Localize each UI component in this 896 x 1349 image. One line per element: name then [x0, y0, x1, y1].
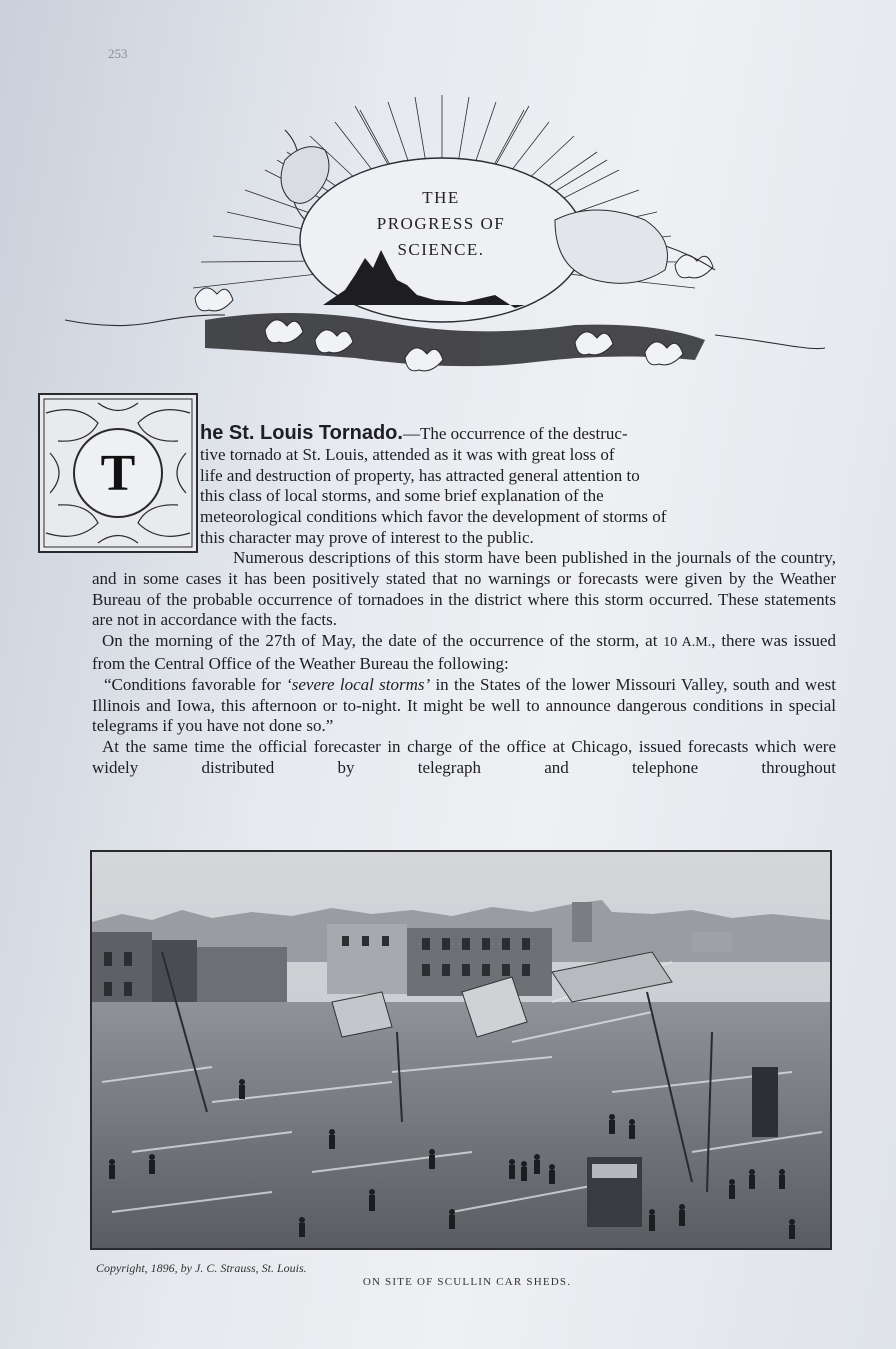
- photo-caption: ON SITE OF SCULLIN CAR SHEDS.: [362, 1276, 572, 1288]
- paragraph: Numerous descriptions of this storm have been published in the journals of the country, and in some cases it has been positively stated that no warnings or forecasts were given by the Weather Bureau of the probable occurrence of tornadoes in the district where this storm occurred. These statements are not in accordance with the facts.: [92, 548, 836, 630]
- italic-phrase: ‘severe local storms’: [286, 674, 431, 694]
- article-body: [92, 548, 836, 779]
- paragraph: On the morning of the 27th of May, the date of the occurrence of the storm, at 10 A.M., there was issued from the Central Office of the Weather Bureau the following:: [92, 631, 836, 673]
- photo-credit: Copyright, 1896, by J. C. Strauss, St. Louis.: [96, 1261, 307, 1275]
- intro-line: tive tornado at St. Louis, attended as it was with great loss of: [200, 444, 615, 464]
- time-text: 10 A.M.: [663, 635, 712, 651]
- header-title-line: PROGRESS OF: [376, 214, 506, 233]
- paragraph: At the same time the official forecaster in charge of the office at Chicago, issued forecasts which were widely distributed by telegraph and telephone throughout: [92, 737, 836, 777]
- article-heading: he St. Louis Tornado.: [200, 422, 403, 444]
- quote-paragraph: “Conditions favorable for ‘severe local storms’ in the States of the lower Missouri Valley, south and west Illinois and Iowa, this afternoon or to-night. It might be well to announce dangerous conditions in special telegrams if you have not done so.”: [92, 674, 836, 736]
- header-title-line: SCIENCE.: [397, 240, 485, 259]
- drop-cap-ornament: [38, 393, 198, 553]
- article-intro: [200, 423, 836, 549]
- header-title-line: THE: [422, 188, 460, 207]
- figure-left: [281, 147, 329, 204]
- photo-illustration: [92, 852, 830, 1248]
- header-title: [330, 185, 552, 263]
- drop-cap-letter: T: [100, 444, 136, 502]
- intro-line: life and destruction of property, has attracted general attention to: [200, 465, 640, 485]
- intro-line: —The occurrence of the destruc-: [402, 424, 628, 443]
- intro-line: this character may prove of interest to the public.: [200, 527, 534, 547]
- page-number: 253: [108, 46, 128, 61]
- intro-line: meteorological conditions which favor the development of storms of: [200, 507, 667, 527]
- intro-line: this class of local storms, and some brief explanation of the: [200, 486, 604, 506]
- tornado-photograph: [90, 850, 832, 1250]
